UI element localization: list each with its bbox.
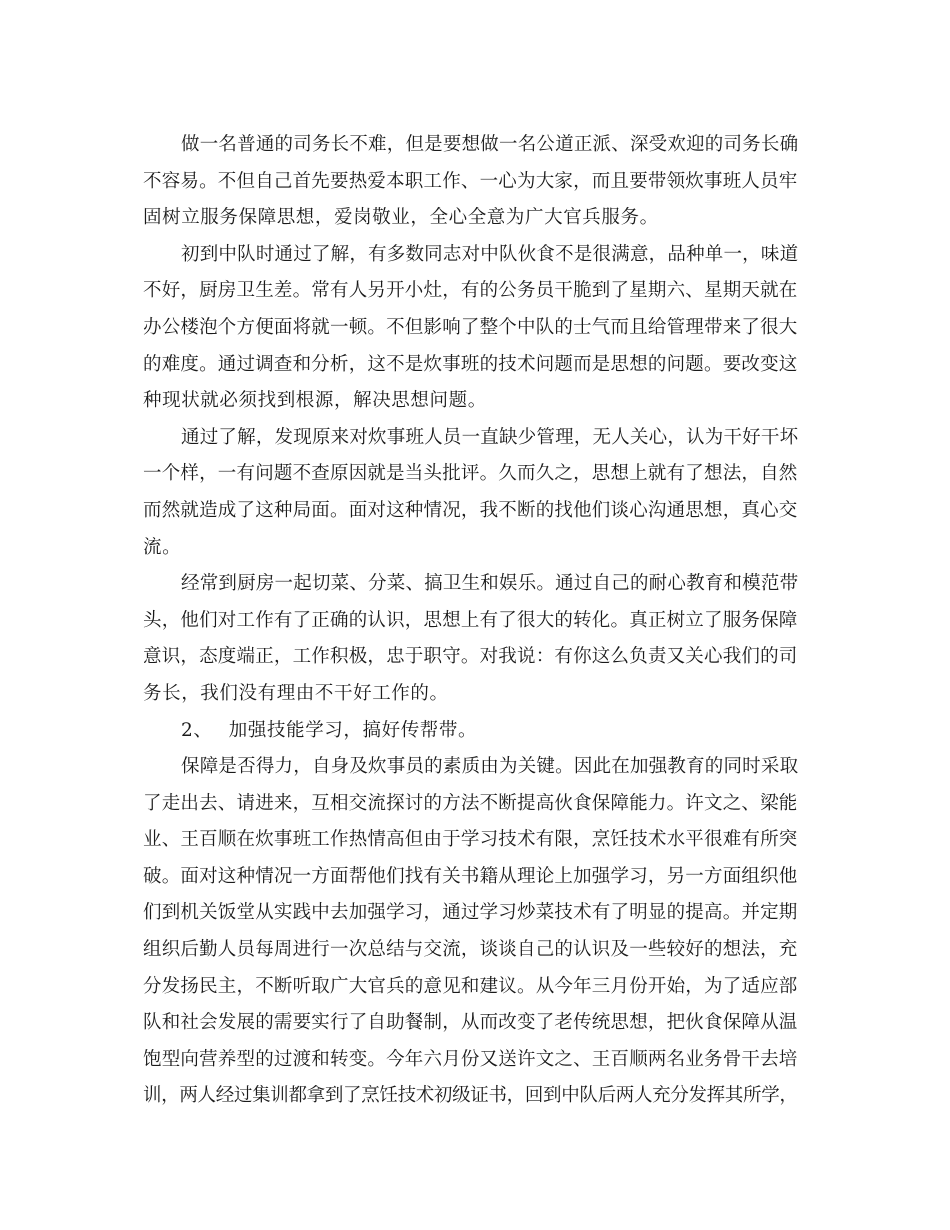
text-line: 队和社会发展的需要实行了自助餐制，从而改变了老传统思想，把伙食保障从温 [143, 1012, 798, 1034]
text-line: 破。面对这种情况一方面帮他们找有关书籍从理论上加强学习，另一方面组织他 [143, 865, 798, 887]
text-line: 办公楼泡个方便面将就一顿。不但影响了整个中队的士气而且给管理带来了很大 [143, 316, 798, 338]
text-line: 们到机关饭堂从实践中去加强学习，通过学习炒菜技术有了明显的提高。并定期 [143, 902, 798, 924]
text-line: 饱型向营养型的过渡和转变。今年六月份又送许文之、王百顺两名业务骨干去培 [143, 1048, 798, 1070]
text-line: 不好，厨房卫生差。常有人另开小灶，有的公务员干脆到了星期六、星期天就在 [143, 280, 798, 302]
text-line: 种现状就必须找到根源，解决思想问题。 [143, 390, 487, 412]
text-line: 务长，我们没有理由不干好工作的。 [143, 682, 449, 704]
text-line: 的难度。通过调查和分析，这不是炊事班的技术问题而是思想的问题。要改变这 [143, 353, 798, 375]
text-line: 2、 加强技能学习，搞好传帮带。 [181, 719, 478, 741]
text-line: 一个样，一有问题不查原因就是当头批评。久而久之，思想上就有了想法，自然 [143, 463, 798, 485]
text-line: 保障是否得力，自身及炊事员的素质由为关键。因此在加强教育的同时采取 [181, 756, 799, 778]
text-line: 流。 [143, 536, 182, 558]
text-line: 不容易。不但自己首先要热爱本职工作、一心为大家，而且要带领炊事班人员牢 [143, 170, 798, 192]
text-line: 组织后勤人员每周进行一次总结与交流，谈谈自己的认识及一些较好的想法，充 [143, 939, 798, 961]
text-line: 而然就造成了这种局面。面对这种情况，我不断的找他们谈心沟通思想，真心交 [143, 499, 798, 521]
text-line: 通过了解，发现原来对炊事班人员一直缺少管理，无人关心，认为干好干坏 [181, 426, 799, 448]
text-line: 固树立服务保障思想，爱岗敬业，全心全意为广大官兵服务。 [143, 207, 659, 229]
text-line: 分发扬民主，不断听取广大官兵的意见和建议。从今年三月份开始，为了适应部 [143, 975, 798, 997]
text-line: 头，他们对工作有了正确的认识，思想上有了很大的转化。真正树立了服务保障 [143, 609, 798, 631]
text-line: 做一名普通的司务长不难，但是要想做一名公道正派、深受欢迎的司务长确 [181, 134, 799, 155]
document-body [143, 127, 798, 1115]
text-line: 了走出去、请进来，互相交流探讨的方法不断提高伙食保障能力。许文之、梁能 [143, 792, 798, 814]
text-line: 初到中队时通过了解，有多数同志对中队伙食不是很满意，品种单一，味道 [181, 243, 799, 265]
text-line: 意识，态度端正，工作积极，忠于职守。对我说：有你这么负责又关心我们的司 [143, 646, 798, 668]
text-line: 业、王百顺在炊事班工作热情高但由于学习技术有限，烹饪技术水平很难有所突 [143, 829, 798, 851]
text-line: 训，两人经过集训都拿到了烹饪技术初级证书，回到中队后两人充分发挥其所学， [143, 1085, 798, 1107]
text-line: 经常到厨房一起切菜、分菜、搞卫生和娱乐。通过自己的耐心教育和模范带 [181, 573, 799, 595]
